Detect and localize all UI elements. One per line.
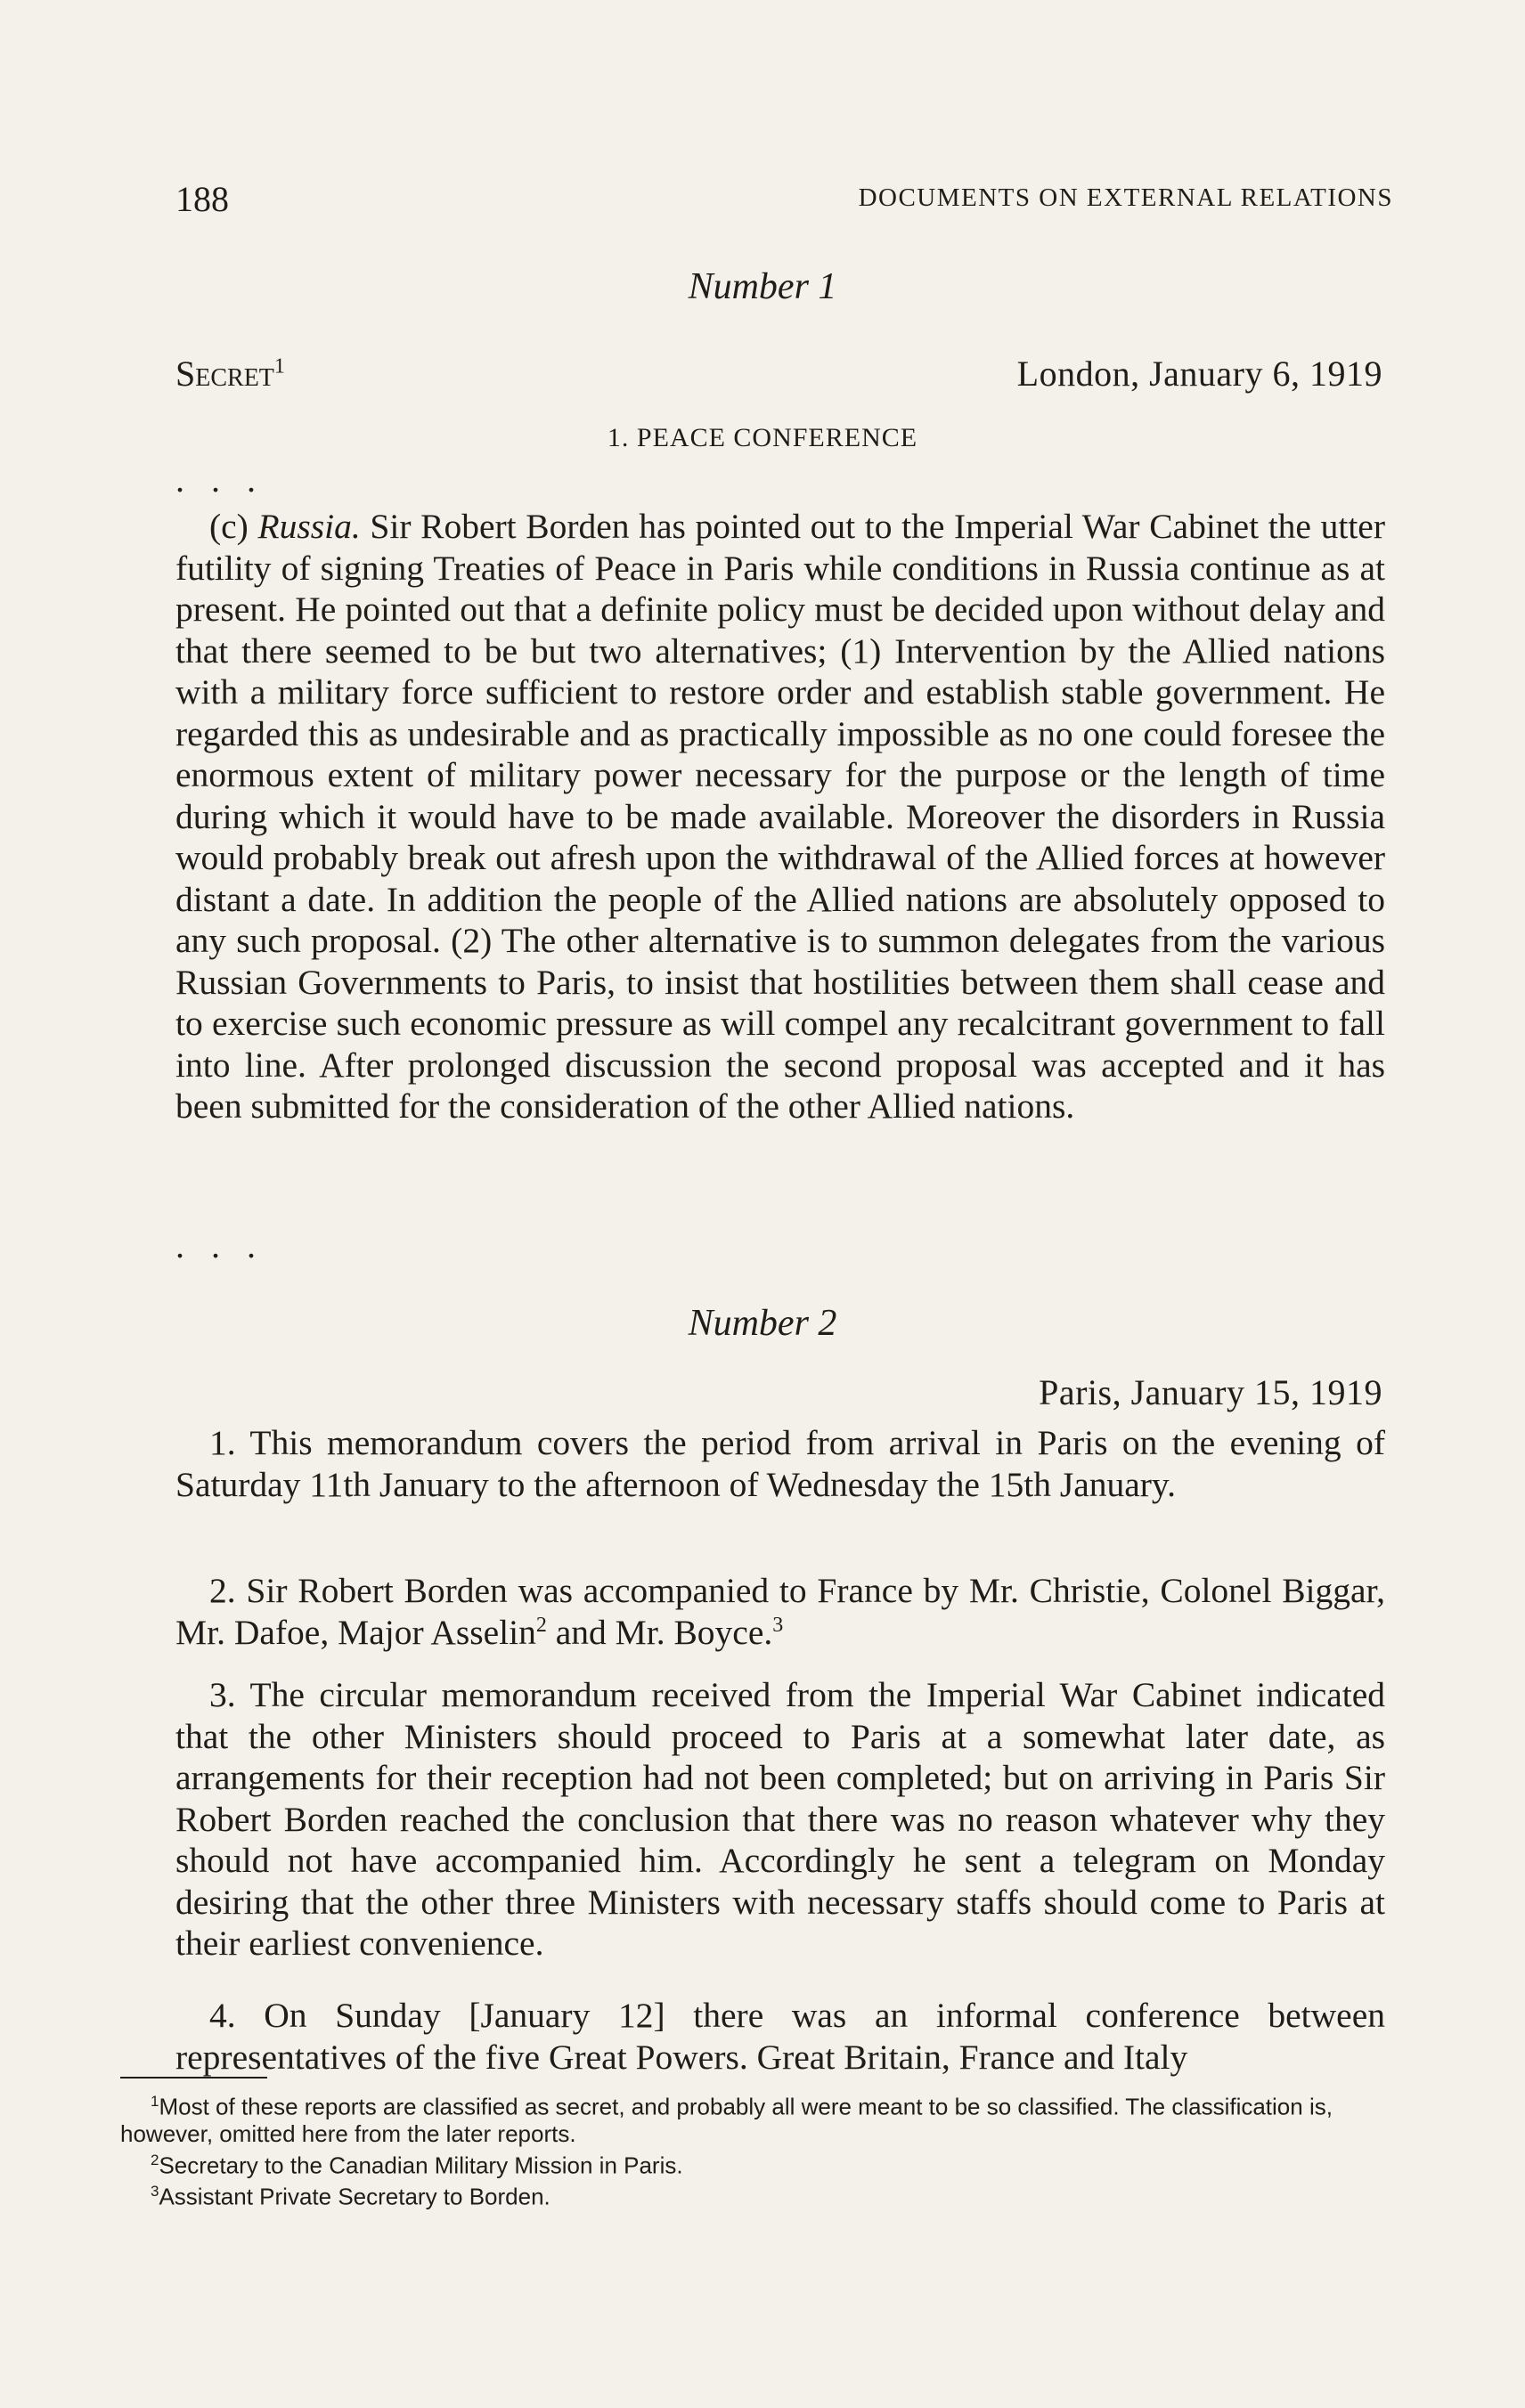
- doc2-paragraph-1: 1. This memorandum covers the period from arrival in Paris on the evening of Saturday 11th January to the afternoon of Wednesday the 15th January.: [175, 1423, 1385, 1504]
- footnote-text: Secretary to the Canadian Military Mission in Paris.: [159, 2152, 683, 2179]
- section-heading: 1. PEACE CONFERENCE: [607, 423, 918, 452]
- footnote-3: [120, 2178, 1381, 2210]
- doc2-paragraph-4: 4. On Sunday [January 12] there was an informal conference between representatives of the five Great Powers. Great Britain, France and Italy: [175, 1996, 1385, 2077]
- doc1-place-date: London, January 6, 1919: [1016, 354, 1382, 394]
- footnote-rule: [120, 2077, 267, 2079]
- footnotes: [120, 2088, 1381, 2210]
- para-label: (c): [209, 507, 249, 546]
- footnote-ref-3: 3: [772, 1613, 784, 1637]
- classification-label: [175, 353, 285, 395]
- running-head: DOCUMENTS ON EXTERNAL RELATIONS: [858, 183, 1393, 212]
- footnote-2: [120, 2147, 1381, 2179]
- footnote-ref-1: 1: [273, 354, 285, 378]
- para-body: Sir Robert Borden has pointed out to the Imperial War Cabinet the utter futility of signing Treaties of Peace in Paris while conditions in Russia continue as at present. He pointed out that a definite policy must be decided upon without delay and that there seemed to be but two alternatives; (1) Intervention by the Allied nations with a military force sufficient to restore order and establish stable government. He regarded this as undesirable and as practically impossible as no one could foresee the enormous extent of military power necessary for the purpose or the length of time during which it would have to be made available. Moreover the disorders in Russia would probably break out afresh upon the withdrawal of the Allied forces at however distant a date. In addition the people of the Allied nations are absolutely opposed to any such proposal. (2) The other alternative is to summon delegates from the various Russian Governments to Paris, to insist that hostilities between them shall cease and to exercise such economic pressure as will compel any recalcitrant government to fall into line. After prolonged discussion the second proposal was accepted and it has been submitted for the consideration of the other Allied nations.: [175, 507, 1385, 1126]
- doc2-paragraph-3: 3. The circular memorandum received from the Imperial War Cabinet indicated that the other Ministers should proceed to Paris at a somewhat later date, as arrangements for their reception had not been completed; but on arriving in Paris Sir Robert Borden reached the conclusion that there was no reason whatever why they should not have accompanied him. Accordingly he sent a telegram on Monday desiring that the other three Ministers with necessary staffs should come to Paris at their earliest convenience.: [175, 1675, 1385, 1963]
- footnote-text: Assistant Private Secretary to Borden.: [159, 2183, 550, 2210]
- doc2-paragraph-2: [175, 1570, 1385, 1653]
- doc2-place-date: Paris, January 15, 1919: [1039, 1372, 1382, 1412]
- p2-text-b: and Mr. Boyce.: [546, 1612, 773, 1652]
- doc2-title: Number 2: [688, 1303, 837, 1344]
- footnote-1: [120, 2088, 1381, 2147]
- classification-text: Secret: [175, 354, 274, 394]
- footnote-ref-2: 2: [535, 1613, 547, 1637]
- page-number: 188: [175, 179, 229, 219]
- footnote-mark: 3: [151, 2183, 159, 2201]
- doc1-paragraph-russia: [175, 506, 1385, 1127]
- doc1-title: Number 1: [688, 266, 837, 307]
- footnote-mark: 1: [151, 2093, 159, 2110]
- ellipsis-bottom: . . .: [175, 1225, 265, 1265]
- p2-text-a: 2. Sir Robert Borden was accompanied to France by Mr. Christie, Colonel Biggar, Mr. Dafoe, Major Asselin: [175, 1571, 1385, 1652]
- footnote-text: Most of these reports are classified as secret, and probably all were meant to be so classified. The classification is, however, omitted here from the later reports.: [120, 2093, 1333, 2147]
- para-topic: Russia.: [257, 507, 361, 546]
- footnote-mark: 2: [151, 2151, 159, 2168]
- ellipsis-top: . . .: [175, 460, 265, 500]
